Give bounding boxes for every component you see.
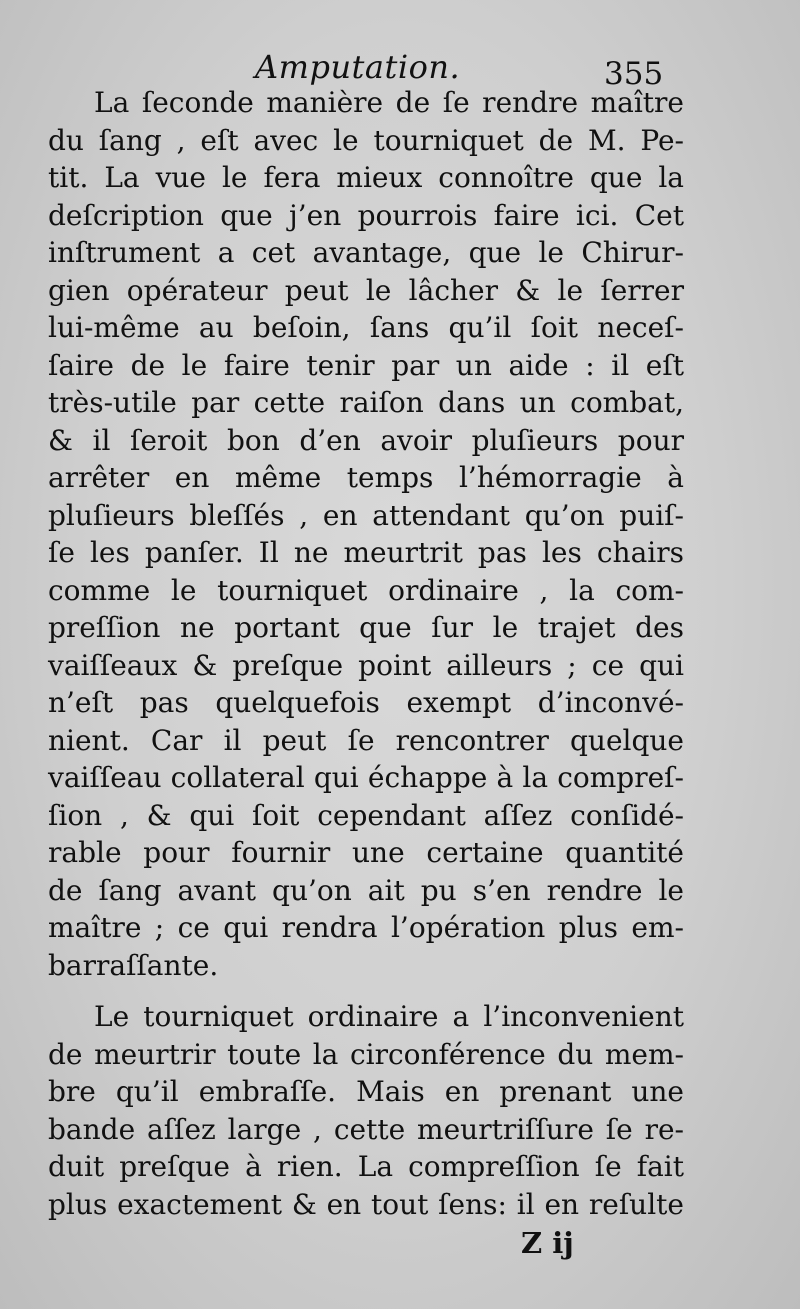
page-number: 355 bbox=[604, 56, 664, 92]
text-line: bre qu’il embraſſe. Mais en prenant une bbox=[48, 1075, 684, 1108]
text-line: inſtrument a cet avantage, que le Chirur- bbox=[48, 236, 684, 269]
text-line: du ſang , eſt avec le tourniquet de M. Pe- bbox=[48, 123, 684, 157]
paragraph-2 bbox=[48, 998, 684, 1223]
text-line: bande aſſez large , cette meurtriſſure ſe re- bbox=[48, 1112, 684, 1146]
text-line: duit preſque à rien. La compreſſion ſe fait bbox=[48, 1150, 684, 1183]
text-line: ſe les panſer. Il ne meurtrit pas les chairs bbox=[48, 536, 684, 569]
signature-mark: Z ij bbox=[521, 1226, 574, 1260]
text-line: La ſeconde manière de ſe rendre maître bbox=[94, 86, 684, 119]
text-line: très-utile par cette raiſon dans un combat, bbox=[48, 386, 684, 419]
text-line: tit. La vue le fera mieux connoître que la bbox=[48, 161, 684, 194]
text-line: gien opérateur peut le lâcher & le ſerrer bbox=[48, 273, 684, 307]
text-line: lui-même au beſoin, ſans qu’il ſoit neceſ- bbox=[48, 311, 684, 344]
text-line: n’eſt pas quelquefois exempt d’inconvé- bbox=[48, 686, 684, 719]
text-line: ſion , & qui ſoit cependant aſſez conſidé- bbox=[48, 798, 684, 832]
paragraph-1 bbox=[48, 84, 684, 984]
text-line: rable pour fournir une certaine quantité bbox=[48, 836, 684, 869]
running-title: Amputation. bbox=[255, 48, 461, 86]
text-line: preſſion ne portant que ſur le trajet des bbox=[48, 611, 684, 644]
text-line: vaiſſeaux & preſque point ailleurs ; ce qui bbox=[48, 648, 684, 682]
text-line: barraſſante. bbox=[48, 948, 219, 982]
text-line: deſcription que j’en pourrois faire ici. Cet bbox=[48, 198, 684, 232]
text-line: & il ſeroit bon d’en avoir pluſieurs pour bbox=[48, 423, 684, 457]
text-line: ſaire de le faire tenir par un aide : il eſt bbox=[48, 348, 684, 382]
text-line: arrêter en même temps l’hémorragie à bbox=[48, 461, 684, 494]
text-line: de ſang avant qu’on ait pu s’en rendre le bbox=[48, 873, 684, 907]
text-line: nient. Car il peut ſe rencontrer quelque bbox=[48, 723, 684, 757]
text-line: vaiſſeau collateral qui échappe à la compreſ- bbox=[48, 761, 684, 794]
text-line: pluſieurs bleſſés , en attendant qu’on puiſ- bbox=[48, 498, 684, 532]
text-line: comme le tourniquet ordinaire , la com- bbox=[48, 573, 684, 607]
text-line: maître ; ce qui rendra l’opération plus em- bbox=[48, 911, 684, 944]
text-line: Le tourniquet ordinaire a l’inconvenient bbox=[94, 1000, 684, 1033]
text-line: plus exactement & en tout ſens: il en reſulte bbox=[48, 1187, 684, 1221]
text-line: de meurtrir toute la circonférence du mem- bbox=[48, 1037, 684, 1071]
